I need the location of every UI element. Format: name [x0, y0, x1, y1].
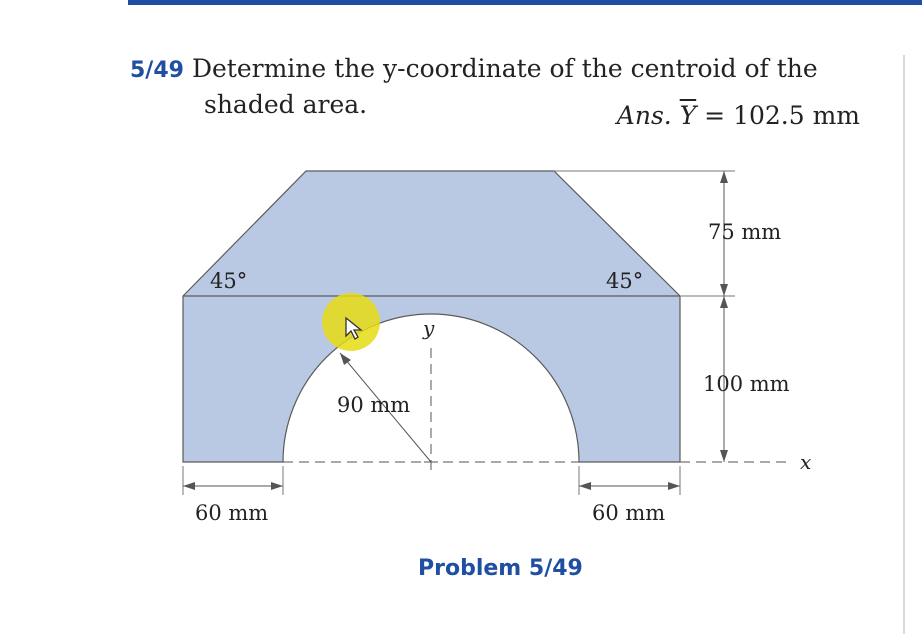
dim-label-100: 100 mm — [703, 372, 790, 396]
question-line-1: Determine the y-coordinate of the centroid of the — [191, 54, 818, 83]
problem-number: 5/49 — [130, 58, 184, 83]
y-axis-label: y — [423, 316, 435, 340]
x-axis-label: x — [800, 450, 812, 474]
dim-label-75: 75 mm — [708, 220, 782, 244]
question-line-2: shaded area. — [204, 90, 368, 119]
dim-label-left-60: 60 mm — [195, 501, 269, 525]
answer-equals: = — [704, 101, 726, 130]
dim-label-right-60: 60 mm — [592, 501, 666, 525]
figure-caption: Problem 5/49 — [418, 556, 583, 581]
answer-symbol: $\overline{Y}$ — [679, 101, 697, 130]
dim-label-radius: 90 mm — [337, 393, 411, 417]
mouse-pointer-icon — [344, 316, 366, 342]
answer-label: Ans. — [616, 101, 672, 130]
angle-left-label: 45° — [210, 269, 248, 293]
answer-value: 102.5 mm — [733, 101, 860, 130]
angle-right-label: 45° — [606, 269, 644, 293]
